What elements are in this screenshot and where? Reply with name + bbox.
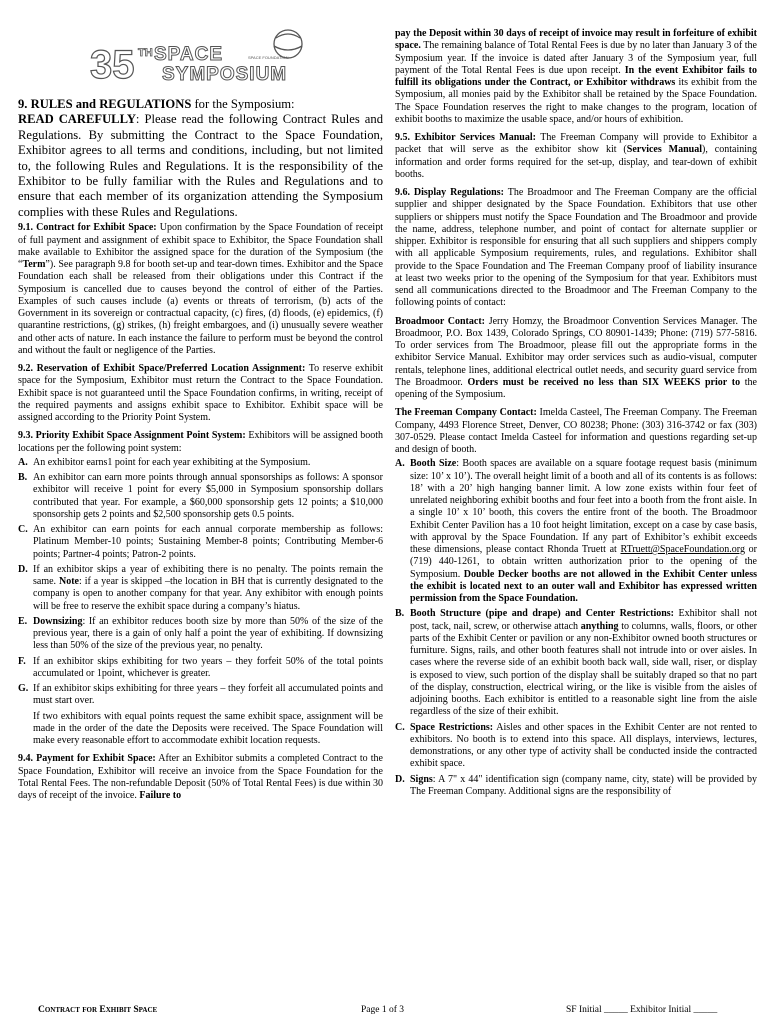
space-symposium-logo (88, 26, 328, 92)
freeman-contact: The Freeman Company Contact: Imelda Casteel, The Freeman Company. The Freeman Company, 4493 Florence Street, Denver, CO 80238; Phone: (303) 316-3742 or fax (303) 307-0529. Please contact Imelda Casteel for information and questions regarding set-up and design of booth. (395, 407, 757, 455)
logo-number: 35 (90, 43, 135, 87)
section-9-4: 9.4. Payment for Exhibit Space: After an Exhibitor submits a completed Contract to the Space Foundation, Exhibitor will receive an invoice from the Space Foundation for the Total Rental Fees. The non-refundable Deposit (50% of Total Rental Fees) is due within 30 days of receipt of the invoice. Failure to (18, 753, 383, 801)
logo-tagline: SPACE FOUNDATION (248, 55, 289, 60)
point-item-b: B. An exhibitor can earn more points through annual sponsorships as follows: A sponsor exhibitor will receive 1 point for every $5,000 in Symposium sponsorship dollars contributed that year. For example, a $60,000 sponsorship gets 12 points; a $10,000 sponsorship gets 2 points and $2,500 sponsorship gets 0.5 points. (18, 472, 383, 520)
left-column (18, 97, 383, 808)
logo-line1: SPACE (154, 44, 224, 65)
point-item-e: E. Downsizing: If an exhibitor reduces booth size by more than 50% of the size of the previous year, there is a gain of only half a point the year of exhibiting. If downsizing less than 50% of the size of the previous year, no penalty. (18, 615, 383, 652)
display-item-c: C. Space Restrictions: Aisles and other spaces in the Exhibit Center are not rented to exhibitors. No booth is to extend into this space. All displays, interviews, lectures, demonstrations, or any other type of activity shall be conducted inside the contracted exhibit space. (395, 721, 757, 770)
section-9-5: 9.5. Exhibitor Services Manual: The Freeman Company will provide to Exhibitor a packet that will serve as the exhibitor show kit (Services Manual), containing information and order forms required for the set-up, display, and tear-down of exhibit booths. (395, 132, 758, 180)
right-column (395, 28, 757, 801)
footer-doc-title: Contract for Exhibit Space (38, 1005, 158, 1015)
section-9-1: 9.1. Contract for Exhibit Space: Upon confirmation by the Space Foundation of receipt of full payment and assignment of exhibit space to Exhibitor, the Space Foundation shall make available to Exhibitor the assigned space for the duration of the Symposium (the “Term”). See paragraph 9.8 for booth set-up and tear-down times. Exhibitor and the Space Foundation each shall be released from their obligations under this Contract if the Symposium is cancelled due to causes beyond the control of either of the Parties. Examples of such causes include (a) events or threats of terrorism, (b) acts of the Government in its sovereign or contractual capacity, (c) fires, (d) floods, (e) epidemics, (f) quarantine restrictions, (g) strikes, (h) freight embargoes, and (i) unusually severe weather and other acts of nature. In each instance the failure to perform must be beyond the control and without the fault or negligence of the Parties. (18, 222, 383, 356)
point-item-a: A. An exhibitor earns1 point for each year exhibiting at the Symposium. (18, 456, 311, 468)
footer-page-number: Page 1 of 3 (361, 1005, 405, 1015)
section-9-4-continued: pay the Deposit within 30 days of receipt of invoice may result in forfeiture of exhibit space. The remaining balance of Total Rental Fees is due by no later than January 3 of the Symposium year. If the invoice is dated after January 3 of the Symposium year, full payment of the Total Rental Fees is due upon receipt. In the event Exhibitor fails to fulfill its obligations under the Contract, or Exhibitor withdraws its exhibit from the Symposium, all monies paid by the Exhibitor shall be retained by the Space Foundation. The Space Foundation reserves the right to make changes to the program, location of exhibit booths to maximize the usable space, and/or hours of exhibition. (395, 28, 757, 125)
tie-break-rule: If two exhibitors with equal points request the same exhibit space, assignment will be made in the order of the date the Deposits were received. The Space Foundation will make every reasonable effort to accommodate exhibit location requests. (33, 710, 383, 746)
section-9-6: 9.6. Display Regulations: The Broadmoor and The Freeman Company are the official supplier and shipper designated by the Space Foundation. Exhibitors that use other suppliers or shippers must notify the Space Foundation and The Broadmoor and provide the name, address, telephone number, and point of contact for alternate supplier or shipper. Exhibitor is responsible for ensuring that all such suppliers and shippers comply with all applicable Symposium requirements, rules, and regulations. Exhibitor shall provide to the Space Foundation and The Freeman Company proof of liability insurance at least two weeks prior to the opening of the Symposium for that year. Exhibitors must send all communications directed to the Broadmoor and The Freeman Company to the following points of contact: (395, 187, 757, 309)
logo-line2: SYMPOSIUM (162, 64, 288, 85)
point-item-c: C. An exhibitor can earn points for each annual corporate membership as follows: Platinum Member-10 points; Sustaining Member-8 points; Contributing Member-6 points; Partner-4 points; Patron-2 points. (18, 524, 383, 560)
point-item-f: F. If an exhibitor skips exhibiting for two years – they forfeit 50% of the total points accumulated or 1point, whichever is greater. (18, 655, 383, 679)
section-9-intro: 9. RULES and REGULATIONS for the Symposium: READ CAREFULLY: Please read the following Contract Rules and Regulations. By submitting the Contract to the Space Foundation, Exhibitor agrees to all terms and conditions, including, but not limited to, the following Rules and Regulations. It is the responsibility of the Exhibitor to be fully familiar with the Rules and Regulations and to ensure that each member of its organization attending the Symposium complies with these Rules and Regulations. (18, 97, 383, 219)
footer-initials: SF Initial _____ Exhibitor Initial _____ (566, 1005, 718, 1015)
point-item-g: G. If an exhibitor skips exhibiting for three years – they forfeit all accumulated points and must start over. (18, 683, 383, 707)
logo-superscript: TH (138, 47, 153, 59)
section-9-heading: 9. RULES and REGULATIONS (18, 97, 192, 111)
point-item-d: D. If an exhibitor skips a year of exhibiting there is no penalty. The points remain the same. Note: if a year is skipped –the location in BH that is currently designated to the company is open to another company for that year. Any exhibitor with enough points will be free to reserve the exhibit space during a company’s hiatus. (18, 563, 384, 612)
broadmoor-contact: Broadmoor Contact: Jerry Homzy, the Broadmoor Convention Services Manager. The Broadmoor, P.O. Box 1439, Colorado Springs, CO 80901-1439; Phone: (719) 577-5816. To order services from The Broadmoor, please fill out the appropriate forms in the exhibitor Service Manual. Exhibitor may order services such as audio-visual, computer rentals, telephone lines, additional electrical outlet needs, and security guard service from The Broadmoor. Orders must be received no less than SIX WEEKS prior to the opening of the Symposium. (395, 315, 758, 400)
display-item-d: D. Signs: A 7" x 44" identification sign (company name, city, state) will be provided by The Freeman Company. Additional signs are the responsibility of (395, 773, 757, 797)
display-item-b: B. Booth Structure (pipe and drape) and Center Restrictions: Exhibitor shall not post, tack, nail, screw, or otherwise attach anything to columns, walls, floors, or other parts of the Exhibit Center or pavilion or any non-Exhibitor owned booth structures or furniture. Signs, rails, and other booth features shall not intrude into or over aisles. In cases where the reverse side of an exhibit booth back wall, side wall, riser, or display is exposed to view, such portion of the display shall be suitably draped so that no part of the display, construction, electrical wiring, or the like is visible from the aisles of adjoining booths. Each exhibitor is entitled to a reasonable sight line from the aisle regardless of the size of their exhibit. (395, 608, 757, 718)
read-carefully: READ CAREFULLY (18, 112, 136, 127)
section-9-2: 9.2. Reservation of Exhibit Space/Preferred Location Assignment: To reserve exhibit space for the Symposium, Exhibitor must return the Contract to the Space Foundation. Exhibit space is not guaranteed until the Space Foundation confirms, in writing, receipt of the required payments and assigns exhibit space to Exhibitor. Exhibit space will be assigned according to the Priority Point System. (18, 363, 384, 423)
email-link[interactable]: RTruett@SpaceFoundation.org (620, 544, 745, 555)
section-9-3: 9.3. Priority Exhibit Space Assignment Point System: Exhibitors will be assigned booth locations per the following point system: (18, 430, 383, 454)
display-item-a: A. Booth Size: Booth spaces are available on a square footage request basis (minimum size: 10’ x 10’). The overall height limit of a booth and all of its contents is as follows: 18’ with a 20’ high hanging banner limit. A low zone exists within four feet of unrelated neighboring exhibit booths and four feet into a booth from the front aisle. In a single 10’ x 10’ booth, this covers the entire front of the booth. The Broadmoor Exhibit Center Pavilion has a 10 foot height limitation, except on a case by case basis, with approval by the Space Foundation. If any part of Exhibitor’s exhibit exceeds these dimensions, please contact Rhonda Truett at RTruett@SpaceFoundation.org or (719) 440-1261, to obtain written authorization prior to the opening of the Symposium. Double Decker booths are not allowed in the Exhibit Center unless the exhibit is located next to an outer wall and Exhibitor has expressed written permission from the Space Foundation. (395, 458, 757, 604)
